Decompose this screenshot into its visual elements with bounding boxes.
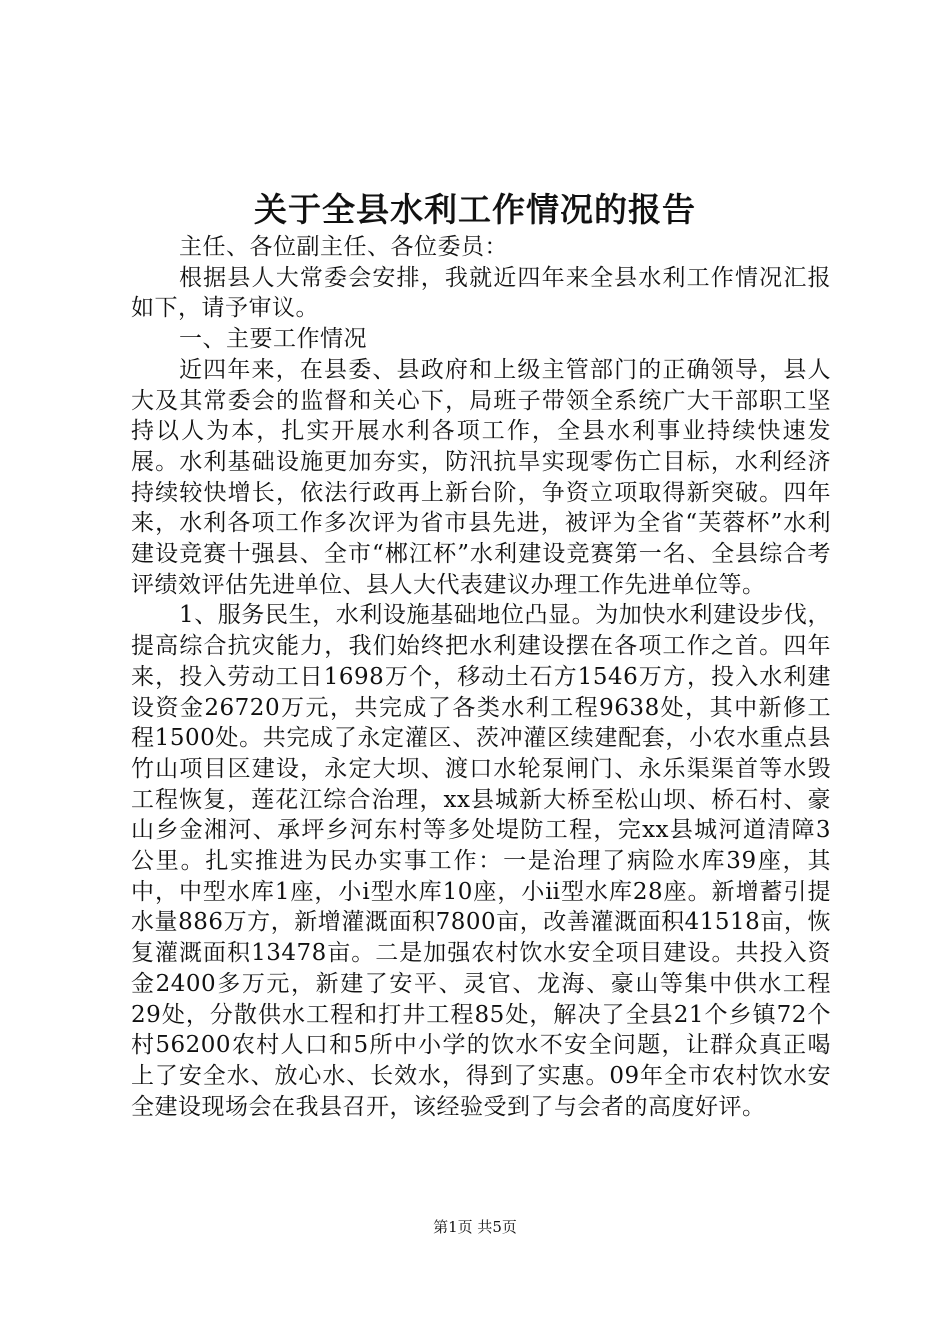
document-body [131,232,831,1122]
body-paragraph: 近四年来，在县委、县政府和上级主管部门的正确领导，县人大及其常委会的监督和关心下，局班子带领全系统广大干部职工坚持以人为本，扎实开展水利各项工作，全县水利事业持续快速发展。水利基础设施更加夯实，防汛抗旱实现零伤亡目标，水利经济持续较快增长，依法行政再上新台阶，争资立项取得新突破。四年来，水利各项工作多次评为省市县先进，被评为全省“芙蓉杯”水利建设竞赛十强县、全市“郴江杯”水利建设竞赛第一名、全县综合考评绩效评估先进单位、县人大代表建议办理工作先进单位等。 [131,356,831,598]
section-heading: 一、主要工作情况 [179,326,367,353]
document-title: 关于全县水利工作情况的报告 [254,190,696,229]
intro-paragraph: 根据县人大常委会安排，我就近四年来全县水利工作情况汇报如下，请予审议。 [131,264,831,322]
salutation-paragraph: 主任、各位副主任、各位委员： [179,234,508,260]
page-footer: 第1页 共5页 [433,1218,517,1236]
body-paragraph: 1、服务民生，水利设施基础地位凸显。为加快水利建设步伐，提高综合抗灾能力，我们始终把水利建设摆在各项工作之首。四年来，投入劳动工日1698万个，移动土石方1546万方，投入水利建设资金26720万元，共完成了各类水利工程9638处，其中新修工程1500处。共完成了永定灌区、茨冲灌区续建配套，小农水重点县竹山项目区建设，永定大坝、渡口水轮泵闸门、永乐渠渠首等水毁工程恢复，莲花江综合治理，xx县城新大桥至松山坝、桥石村、豪山乡金湘河、承坪乡河东村等多处堤防工程，完xx县城河道清障3公里。扎实推进为民办实事工作：一是治理了病险水库39座，其中，中型水库1座，小ⅰ型水库10座，小ⅱ型水库28座。新增蓄引提水量886万方，新增灌溉面积7800亩，改善灌溉面积41518亩，恢复灌溉面积13478亩。二是加强农村饮水安全项目建设。共投入资金2400多万元，新建了安平、灵官、龙海、豪山等集中供水工程29处，分散供水工程和打井工程85处，解决了全县21个乡镇72个村56200农村人口和5所中小学的饮水不安全问题，让群众真正喝上了安全水、放心水、长效水，得到了实惠。09年全市农村饮水安全建设现场会在我县召开，该经验受到了与会者的高度好评。 [131,602,831,1120]
